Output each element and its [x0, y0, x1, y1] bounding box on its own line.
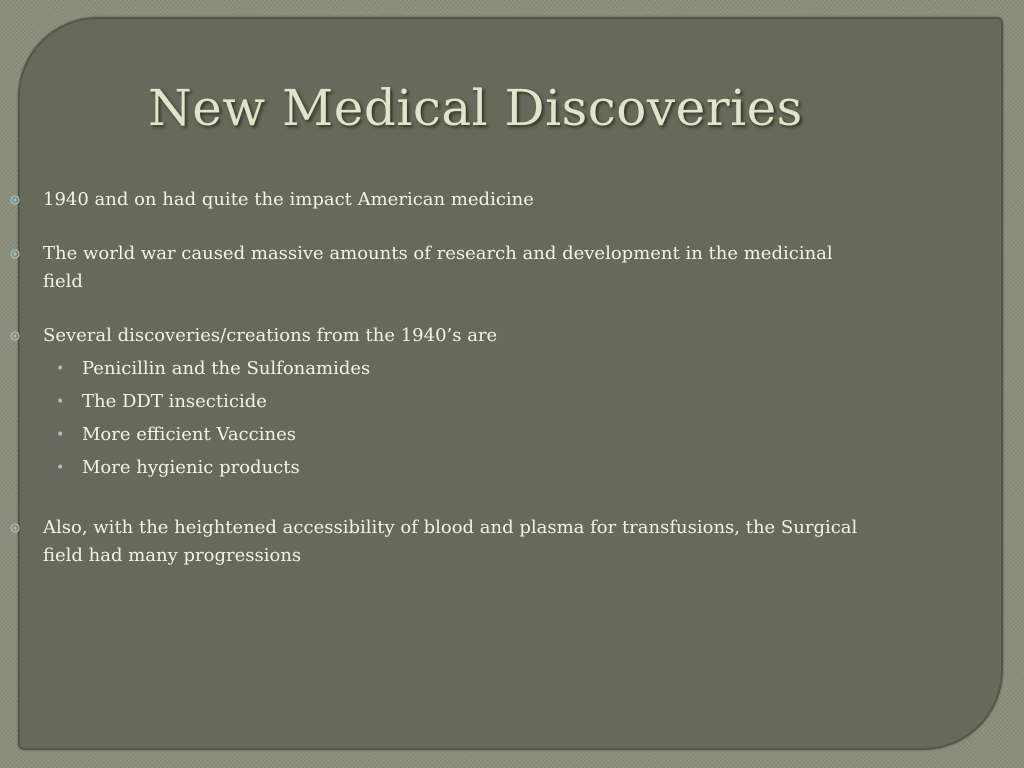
bullet-dot-icon: •: [56, 460, 65, 476]
bullet-dot-icon: •: [56, 394, 65, 410]
sub-bullet-text: Penicillin and the Sulfonamides: [82, 358, 371, 379]
bullet-text: Several discoveries/creations from the 1940’s are: [43, 325, 498, 346]
bullet-text: The world war caused massive amounts of research and development in the medicinal field: [43, 243, 833, 292]
sub-bullet-text: More hygienic products: [82, 457, 300, 478]
bullet-text: Also, with the heightened accessibility of blood and plasma for transfusions, the Surgical field had many progressions: [43, 517, 858, 566]
bullet-dot-icon: •: [56, 361, 65, 377]
sub-bullet-text: More efficient Vaccines: [82, 424, 296, 445]
sub-bullet-text: The DDT insecticide: [82, 391, 267, 412]
circled-dot-bullet-icon: [10, 249, 20, 259]
circled-dot-bullet-icon: [10, 523, 20, 533]
bullet-text: 1940 and on had quite the impact American medicine: [43, 189, 534, 210]
bullet-dot-icon: •: [56, 427, 65, 443]
circled-dot-bullet-icon: [10, 331, 20, 341]
slide-title: New Medical Discoveries: [148, 79, 803, 137]
circled-dot-bullet-icon: [10, 195, 20, 205]
